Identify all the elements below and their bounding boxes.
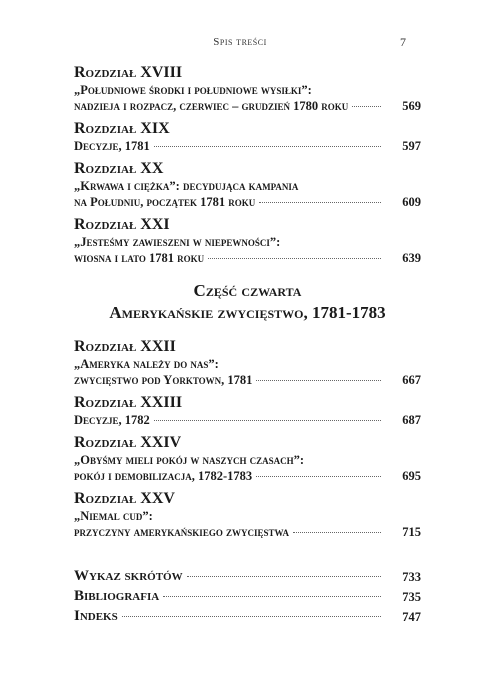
chapter-title-line [74, 372, 421, 388]
table-of-contents [74, 64, 421, 626]
chapter-page-number: 569 [402, 99, 421, 113]
chapter-page-number: 687 [402, 413, 421, 427]
chapter-number: Rozdział XXI [74, 216, 170, 233]
chapter-title-text: „Krwawa i ciężka”: decydująca kampania [74, 179, 299, 193]
back-matter-entry [74, 586, 421, 606]
chapter-title-text: „Południowe środki i południowe wysiłki”: [74, 83, 312, 97]
part-heading [74, 280, 421, 324]
dot-leader [154, 419, 381, 421]
chapter-title-line [74, 178, 421, 194]
back-matter-entry [74, 566, 421, 586]
back-matter-label: Wykaz skrótów [74, 568, 183, 584]
chapter-number: Rozdział XXII [74, 338, 176, 355]
chapter-number: Rozdział XIX [74, 120, 170, 137]
chapter-title-text: przyczyny amerykańskiego zwycięstwa [74, 525, 289, 539]
chapter-page-number: 667 [402, 373, 421, 387]
back-matter-page-number: 735 [402, 590, 421, 604]
chapter-entry [74, 394, 421, 428]
chapter-title-line [74, 468, 421, 484]
chapter-page-number: 609 [402, 195, 421, 209]
chapter-title-text: „Ameryka należy do nas”: [74, 357, 219, 371]
chapter-title-line [74, 234, 421, 250]
chapter-number: Rozdział XX [74, 160, 164, 177]
dot-leader [256, 379, 381, 381]
chapter-title-text: „Niemal cud”: [74, 509, 153, 523]
dot-leader [122, 615, 381, 617]
chapter-title-text: wiosna i lato 1781 roku [74, 251, 205, 265]
back-matter-page-number: 733 [402, 570, 421, 584]
chapter-entry [74, 338, 421, 388]
chapter-number: Rozdział XVIII [74, 64, 183, 81]
chapter-entry [74, 216, 421, 266]
dot-leader [154, 145, 381, 147]
chapter-page-number: 695 [402, 469, 421, 483]
dot-leader [208, 257, 381, 259]
chapter-page-number: 715 [402, 525, 421, 539]
dot-leader [352, 105, 381, 107]
page-number: 7 [400, 35, 406, 49]
chapter-title-text: na Południu, początek 1781 roku [74, 195, 256, 209]
chapter-title-text: „Jesteśmy zawieszeni w niepewności”: [74, 235, 281, 249]
chapter-entry [74, 64, 421, 114]
chapter-title-text: zwycięstwo pod Yorktown, 1781 [74, 373, 253, 387]
back-matter-entry [74, 606, 421, 626]
back-matter-label: Bibliografia [74, 588, 160, 604]
chapter-title-text: „Obyśmy mieli pokój w naszych czasach”: [74, 453, 305, 467]
dot-leader [293, 531, 381, 533]
chapter-title-line [74, 82, 421, 98]
chapter-title-line [74, 524, 421, 540]
chapter-title-line [74, 138, 421, 154]
part-label: Część czwarta [193, 281, 302, 300]
dot-leader [259, 201, 381, 203]
chapter-title-text: pokój i demobilizacja, 1782-1783 [74, 469, 253, 483]
back-matter-page-number: 747 [402, 610, 421, 624]
chapter-entry [74, 434, 421, 484]
chapter-number: Rozdział XXIII [74, 394, 183, 411]
chapter-title-line [74, 194, 421, 210]
dot-leader [256, 475, 381, 477]
part-title: Amerykańskie zwycięstwo, 1781-1783 [109, 303, 386, 322]
chapter-list-part-three [74, 64, 421, 266]
chapter-entry [74, 490, 421, 540]
chapter-page-number: 597 [402, 139, 421, 153]
chapter-title-text: nadzieja i rozpacz, czerwiec – grudzień 1780 roku [74, 99, 349, 113]
chapter-title-line [74, 356, 421, 372]
chapter-title-line [74, 508, 421, 524]
dot-leader [163, 595, 381, 597]
chapter-title-line [74, 98, 421, 114]
chapter-title-text: Decyzje, 1781 [74, 139, 150, 153]
back-matter-label: Indeks [74, 608, 118, 624]
chapter-entry [74, 120, 421, 154]
chapter-page-number: 639 [402, 251, 421, 265]
chapter-entry [74, 160, 421, 210]
chapter-title-line [74, 452, 421, 468]
chapter-list-part-four [74, 338, 421, 540]
chapter-title-line [74, 250, 421, 266]
chapter-title-text: Decyzje, 1782 [74, 413, 150, 427]
chapter-number: Rozdział XXV [74, 490, 175, 507]
chapter-number: Rozdział XXIV [74, 434, 182, 451]
dot-leader [187, 575, 381, 577]
back-matter-list [74, 566, 421, 626]
chapter-title-line [74, 412, 421, 428]
running-header: Spis treści [213, 36, 267, 48]
